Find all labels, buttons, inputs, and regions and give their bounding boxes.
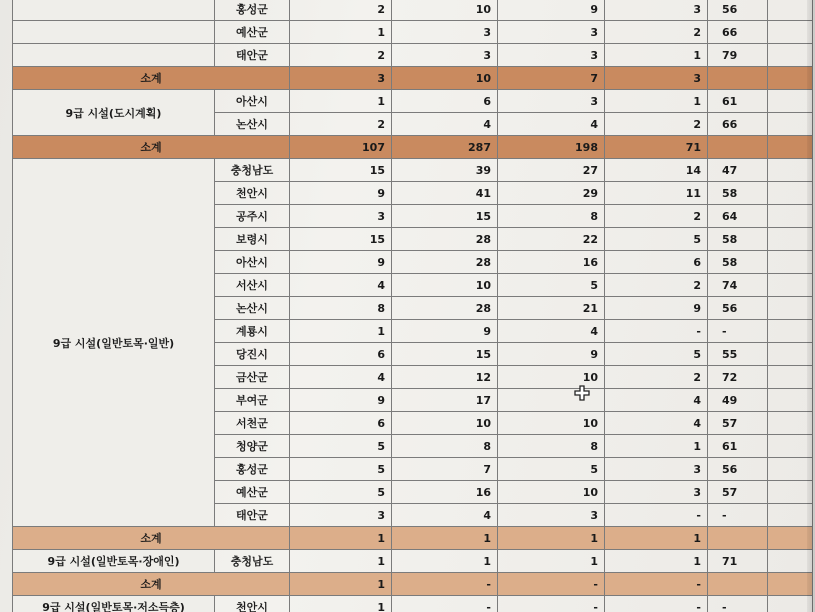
value-cell[interactable]: 2 (605, 205, 708, 228)
value-cell[interactable]: 6 (392, 90, 498, 113)
category-cell[interactable]: 9급 시설(일반토목·장애인) (13, 550, 215, 573)
empty-cell[interactable] (768, 297, 813, 320)
value-cell[interactable]: 1 (498, 527, 605, 550)
region-cell[interactable]: 금산군 (215, 366, 290, 389)
rate-cell[interactable]: 74 (708, 274, 768, 297)
rate-cell[interactable]: 58 (708, 228, 768, 251)
empty-cell[interactable] (768, 527, 813, 550)
empty-cell[interactable] (768, 182, 813, 205)
value-cell[interactable]: 1 (392, 527, 498, 550)
value-cell[interactable]: 4 (392, 113, 498, 136)
category-cell[interactable] (13, 0, 215, 21)
value-cell[interactable]: 16 (498, 251, 605, 274)
region-cell[interactable]: 논산시 (215, 297, 290, 320)
category-cell[interactable] (13, 44, 215, 67)
value-cell[interactable]: 3 (605, 67, 708, 90)
value-cell[interactable]: 3 (605, 481, 708, 504)
value-cell[interactable]: 2 (605, 274, 708, 297)
value-cell[interactable]: 10 (498, 366, 605, 389)
rate-cell[interactable]: 61 (708, 435, 768, 458)
value-cell[interactable]: 4 (498, 113, 605, 136)
rate-cell[interactable]: - (708, 320, 768, 343)
subtotal-row (13, 527, 813, 550)
subtotal-label[interactable]: 소계 (13, 67, 290, 90)
rate-cell[interactable]: 57 (708, 412, 768, 435)
rate-cell[interactable]: 56 (708, 458, 768, 481)
rate-cell[interactable]: 71 (708, 550, 768, 573)
value-cell[interactable]: 4 (392, 504, 498, 527)
value-cell[interactable]: 1 (290, 573, 392, 596)
value-cell[interactable]: 1 (290, 21, 392, 44)
table-row (13, 0, 813, 21)
value-cell[interactable]: 9 (290, 251, 392, 274)
value-cell[interactable]: 1 (290, 90, 392, 113)
value-cell[interactable]: 4 (498, 320, 605, 343)
value-cell[interactable]: 1 (605, 44, 708, 67)
value-cell[interactable]: 5 (498, 458, 605, 481)
value-cell[interactable]: 287 (392, 136, 498, 159)
rate-cell[interactable]: 57 (708, 481, 768, 504)
empty-cell[interactable] (768, 320, 813, 343)
value-cell[interactable]: 1 (498, 550, 605, 573)
value-cell[interactable]: 6 (290, 343, 392, 366)
value-cell[interactable]: 4 (605, 389, 708, 412)
value-cell[interactable]: 16 (392, 481, 498, 504)
rate-cell[interactable] (708, 527, 768, 550)
value-cell[interactable]: 29 (498, 182, 605, 205)
region-cell[interactable]: 천안시 (215, 182, 290, 205)
category-cell[interactable]: 9급 시설(일반토목·저소득층) (13, 596, 215, 612)
value-cell[interactable]: 8 (498, 435, 605, 458)
table-row (13, 596, 813, 612)
value-cell[interactable]: 3 (605, 458, 708, 481)
value-cell[interactable]: 12 (392, 366, 498, 389)
value-cell[interactable]: 1 (605, 527, 708, 550)
value-cell[interactable]: 1 (290, 320, 392, 343)
value-cell[interactable]: 15 (392, 343, 498, 366)
empty-cell[interactable] (768, 481, 813, 504)
value-cell[interactable]: 6 (605, 251, 708, 274)
rate-cell[interactable]: - (708, 596, 768, 612)
value-cell[interactable]: 1 (392, 550, 498, 573)
empty-cell[interactable] (768, 67, 813, 90)
value-cell[interactable]: 4 (605, 412, 708, 435)
empty-cell[interactable] (768, 435, 813, 458)
empty-cell[interactable] (768, 458, 813, 481)
value-cell[interactable]: 11 (605, 182, 708, 205)
value-cell[interactable]: 1 (290, 550, 392, 573)
empty-cell[interactable] (768, 136, 813, 159)
value-cell[interactable]: 15 (290, 228, 392, 251)
value-cell[interactable]: 22 (498, 228, 605, 251)
value-cell[interactable]: 9 (605, 297, 708, 320)
rate-cell[interactable] (708, 573, 768, 596)
value-cell[interactable]: 7 (392, 458, 498, 481)
value-cell[interactable]: 10 (392, 412, 498, 435)
region-cell[interactable]: 예산군 (215, 21, 290, 44)
rate-cell[interactable]: 72 (708, 366, 768, 389)
value-cell[interactable]: 5 (290, 458, 392, 481)
empty-cell[interactable] (768, 343, 813, 366)
value-cell[interactable]: - (392, 596, 498, 612)
category-cell[interactable]: 9급 시설(도시계획) (13, 90, 215, 136)
value-cell[interactable]: 3 (498, 504, 605, 527)
value-cell[interactable]: 5 (498, 274, 605, 297)
value-cell[interactable]: 2 (290, 113, 392, 136)
rate-cell[interactable]: 58 (708, 182, 768, 205)
value-cell[interactable]: 2 (290, 44, 392, 67)
value-cell[interactable]: 3 (605, 0, 708, 21)
rate-cell[interactable]: 66 (708, 21, 768, 44)
table-row (13, 159, 813, 182)
value-cell[interactable]: 8 (290, 297, 392, 320)
value-cell[interactable]: 198 (498, 136, 605, 159)
table-row (13, 550, 813, 573)
empty-cell[interactable] (768, 274, 813, 297)
value-cell[interactable]: 1 (605, 90, 708, 113)
region-cell[interactable]: 공주시 (215, 205, 290, 228)
region-cell[interactable]: 계룡시 (215, 320, 290, 343)
value-cell[interactable]: 1 (605, 550, 708, 573)
value-cell[interactable]: 2 (605, 366, 708, 389)
value-cell[interactable]: 2 (290, 0, 392, 21)
rate-cell[interactable]: 58 (708, 251, 768, 274)
empty-cell[interactable] (768, 113, 813, 136)
region-cell[interactable]: 천안시 (215, 596, 290, 612)
category-cell[interactable]: 9급 시설(일반토목·일반) (13, 159, 215, 527)
value-cell[interactable]: 15 (392, 205, 498, 228)
region-cell[interactable]: 청양군 (215, 435, 290, 458)
category-cell[interactable] (13, 21, 215, 44)
empty-cell[interactable] (768, 44, 813, 67)
value-cell[interactable]: 3 (498, 44, 605, 67)
region-cell[interactable]: 홍성군 (215, 458, 290, 481)
value-cell[interactable]: 39 (392, 159, 498, 182)
value-cell[interactable]: 28 (392, 297, 498, 320)
table-row (13, 21, 813, 44)
region-cell[interactable]: 태안군 (215, 44, 290, 67)
value-cell[interactable]: 8 (498, 205, 605, 228)
value-cell[interactable]: 10 (392, 67, 498, 90)
value-cell[interactable]: 14 (605, 159, 708, 182)
subtotal-row (13, 136, 813, 159)
value-cell[interactable]: 71 (605, 136, 708, 159)
empty-cell[interactable] (768, 159, 813, 182)
value-cell[interactable]: 8 (392, 435, 498, 458)
region-cell[interactable]: 논산시 (215, 113, 290, 136)
rate-cell[interactable]: 66 (708, 113, 768, 136)
rate-cell[interactable]: 56 (708, 0, 768, 21)
value-cell[interactable]: 17 (392, 389, 498, 412)
empty-cell[interactable] (768, 0, 813, 21)
value-cell[interactable]: 9 (498, 343, 605, 366)
table-row (13, 90, 813, 113)
recruitment-table (12, 0, 813, 612)
value-cell[interactable]: 9 (392, 320, 498, 343)
rate-cell[interactable]: 55 (708, 343, 768, 366)
value-cell[interactable]: 1 (605, 435, 708, 458)
value-cell[interactable]: 27 (498, 159, 605, 182)
empty-cell[interactable] (768, 205, 813, 228)
value-cell[interactable]: 10 (392, 274, 498, 297)
value-cell[interactable]: 41 (392, 182, 498, 205)
rate-cell[interactable] (708, 67, 768, 90)
region-cell[interactable]: 아산시 (215, 251, 290, 274)
value-cell[interactable]: 28 (392, 251, 498, 274)
region-cell[interactable]: 서산시 (215, 274, 290, 297)
value-cell[interactable]: 5 (605, 228, 708, 251)
region-cell[interactable]: 보령시 (215, 228, 290, 251)
region-cell[interactable]: 아산시 (215, 90, 290, 113)
move-cursor-icon (573, 384, 591, 404)
value-cell[interactable]: - (605, 320, 708, 343)
table-row (13, 44, 813, 67)
rate-cell[interactable]: 47 (708, 159, 768, 182)
rate-cell[interactable]: 64 (708, 205, 768, 228)
value-cell[interactable]: - (605, 504, 708, 527)
value-cell[interactable]: 3 (498, 21, 605, 44)
empty-cell[interactable] (768, 389, 813, 412)
value-cell[interactable]: 15 (290, 159, 392, 182)
rate-cell[interactable] (708, 136, 768, 159)
value-cell[interactable]: 9 (290, 182, 392, 205)
value-cell[interactable]: 3 (290, 67, 392, 90)
value-cell[interactable]: 5 (290, 481, 392, 504)
value-cell[interactable]: 10 (498, 412, 605, 435)
value-cell[interactable]: 2 (605, 21, 708, 44)
empty-cell[interactable] (768, 596, 813, 612)
value-cell[interactable]: 4 (290, 366, 392, 389)
region-cell[interactable]: 예산군 (215, 481, 290, 504)
empty-cell[interactable] (768, 504, 813, 527)
value-cell[interactable]: 5 (605, 343, 708, 366)
value-cell[interactable]: - (498, 573, 605, 596)
value-cell[interactable]: - (392, 573, 498, 596)
value-cell[interactable]: 28 (392, 228, 498, 251)
region-cell[interactable]: 당진시 (215, 343, 290, 366)
rate-cell[interactable]: 49 (708, 389, 768, 412)
empty-cell[interactable] (768, 366, 813, 389)
value-cell[interactable]: 10 (392, 0, 498, 21)
value-cell[interactable]: - (498, 596, 605, 612)
empty-cell[interactable] (768, 573, 813, 596)
subtotal-label[interactable]: 소계 (13, 527, 290, 550)
value-cell[interactable]: 3 (392, 21, 498, 44)
subtotal-label[interactable]: 소계 (13, 573, 290, 596)
value-cell[interactable]: 5 (290, 435, 392, 458)
value-cell[interactable]: 2 (605, 113, 708, 136)
value-cell[interactable]: 7 (498, 67, 605, 90)
value-cell[interactable]: 6 (290, 412, 392, 435)
region-cell[interactable]: 충청남도 (215, 550, 290, 573)
subtotal-row (13, 573, 813, 596)
rate-cell[interactable]: 61 (708, 90, 768, 113)
value-cell[interactable]: - (605, 596, 708, 612)
empty-cell[interactable] (768, 21, 813, 44)
empty-cell[interactable] (768, 228, 813, 251)
value-cell[interactable]: 107 (290, 136, 392, 159)
value-cell[interactable]: 3 (290, 205, 392, 228)
value-cell[interactable]: 3 (498, 90, 605, 113)
region-cell[interactable]: 부여군 (215, 389, 290, 412)
value-cell[interactable]: 4 (290, 274, 392, 297)
value-cell[interactable]: 3 (290, 504, 392, 527)
empty-cell[interactable] (768, 550, 813, 573)
value-cell[interactable]: 9 (498, 0, 605, 21)
region-cell[interactable]: 충청남도 (215, 159, 290, 182)
subtotal-row (13, 67, 813, 90)
empty-cell[interactable] (768, 412, 813, 435)
value-cell[interactable]: 1 (290, 596, 392, 612)
value-cell[interactable]: 9 (290, 389, 392, 412)
region-cell[interactable]: 서천군 (215, 412, 290, 435)
value-cell[interactable]: 3 (392, 44, 498, 67)
rate-cell[interactable]: 56 (708, 297, 768, 320)
value-cell[interactable]: 10 (498, 481, 605, 504)
subtotal-label[interactable]: 소계 (13, 136, 290, 159)
empty-cell[interactable] (768, 90, 813, 113)
rate-cell[interactable]: - (708, 504, 768, 527)
value-cell[interactable]: 1 (290, 527, 392, 550)
value-cell[interactable]: - (605, 573, 708, 596)
region-cell[interactable]: 태안군 (215, 504, 290, 527)
value-cell[interactable]: 21 (498, 297, 605, 320)
screen-edge (807, 0, 815, 612)
empty-cell[interactable] (768, 251, 813, 274)
rate-cell[interactable]: 79 (708, 44, 768, 67)
region-cell[interactable]: 홍성군 (215, 0, 290, 21)
